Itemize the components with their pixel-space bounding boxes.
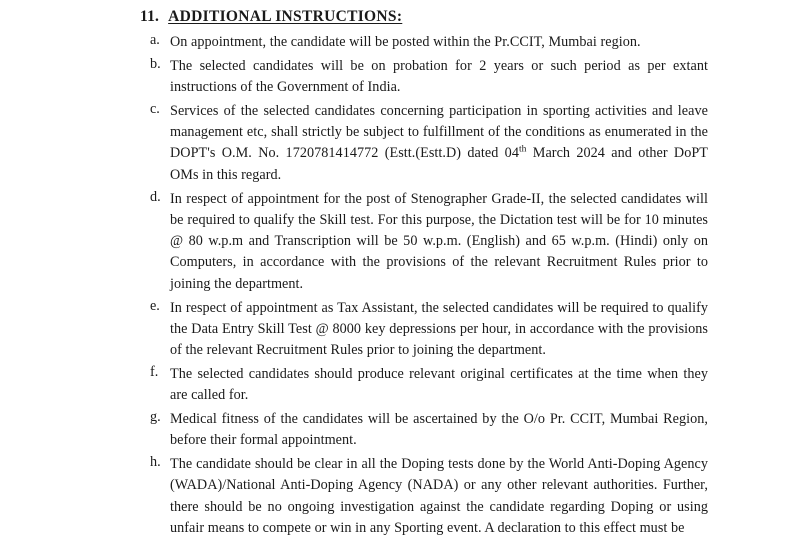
list-item-marker: d. bbox=[150, 188, 161, 205]
list-item-marker: e. bbox=[150, 297, 160, 314]
list-item-marker: b. bbox=[150, 55, 161, 72]
list-item-text: The candidate should be clear in all the Doping tests done by the World Anti-Doping Agency (WADA)/National Anti-Doping Agency (NADA) or any other relevant authorities. Further, there should be no ongoing investigation against the candidate regarding Doping or using unfair means to compete or win in any Sporting event. A declaration to this effect must be bbox=[170, 456, 708, 537]
list-item-text: On appointment, the candidate will be posted within the Pr.CCIT, Mumbai region. bbox=[170, 34, 641, 50]
section-number: 11. bbox=[140, 8, 160, 25]
list-item bbox=[140, 32, 708, 53]
instructions-list bbox=[140, 32, 708, 539]
page-title: ADDITIONAL INSTRUCTIONS: bbox=[168, 8, 403, 25]
list-item-marker: g. bbox=[150, 409, 161, 426]
list-item-marker: a. bbox=[150, 32, 160, 48]
list-item-marker: h. bbox=[150, 454, 161, 471]
list-item-text: In respect of appointment for the post of Stenographer Grade-II, the selected candidates will be required to qualify the Skill test. For this purpose, the Dictation test will be for 10 minutes @ 80 w.p.m and Transcription will be 50 w.p.m. (English) and 65 w.p.m. (Hindi) only on Computers, in accordance with the provisions of the relevant Recruitment Rules prior to joining the department. bbox=[170, 190, 708, 292]
list-item bbox=[140, 409, 708, 452]
list-item-marker: f. bbox=[150, 363, 159, 380]
list-item-text bbox=[170, 101, 708, 186]
list-item bbox=[140, 454, 708, 539]
section-heading bbox=[140, 8, 708, 26]
list-item bbox=[140, 364, 708, 407]
list-item-text: Medical fitness of the candidates will be ascertained by the O/o Pr. CCIT, Mumbai Region, before their formal appointment. bbox=[170, 411, 708, 449]
list-item-marker: c. bbox=[150, 100, 160, 117]
list-item bbox=[140, 56, 708, 99]
list-item bbox=[140, 298, 708, 362]
list-item-text-part: March 2024 and other DoPT OMs in this regard. bbox=[170, 145, 709, 183]
list-item-text: The selected candidates should produce relevant original certificates at the time when they are called for. bbox=[170, 365, 708, 404]
ordinal-suffix: th bbox=[518, 144, 527, 155]
list-item bbox=[140, 101, 708, 186]
list-item-text-part: Services of the selected candidates concerning participation in sporting activities and leave management etc, shall strictly be subject to fulfillment of the conditions as enumerated in the DOPT's O.M. No. 1720781414772 (Estt.(Estt.D) dated 04 bbox=[170, 102, 708, 162]
list-item bbox=[140, 189, 708, 295]
list-item-text: In respect of appointment as Tax Assistant, the selected candidates will be required to qualify the Data Entry Skill Test @ 8000 key depressions per hour, in accordance with the provisions of the relevant Recruitment Rules prior to joining the department. bbox=[170, 299, 708, 359]
list-item-text: The selected candidates will be on probation for 2 years or such period as per extant instructions of the Government of India. bbox=[170, 57, 708, 96]
